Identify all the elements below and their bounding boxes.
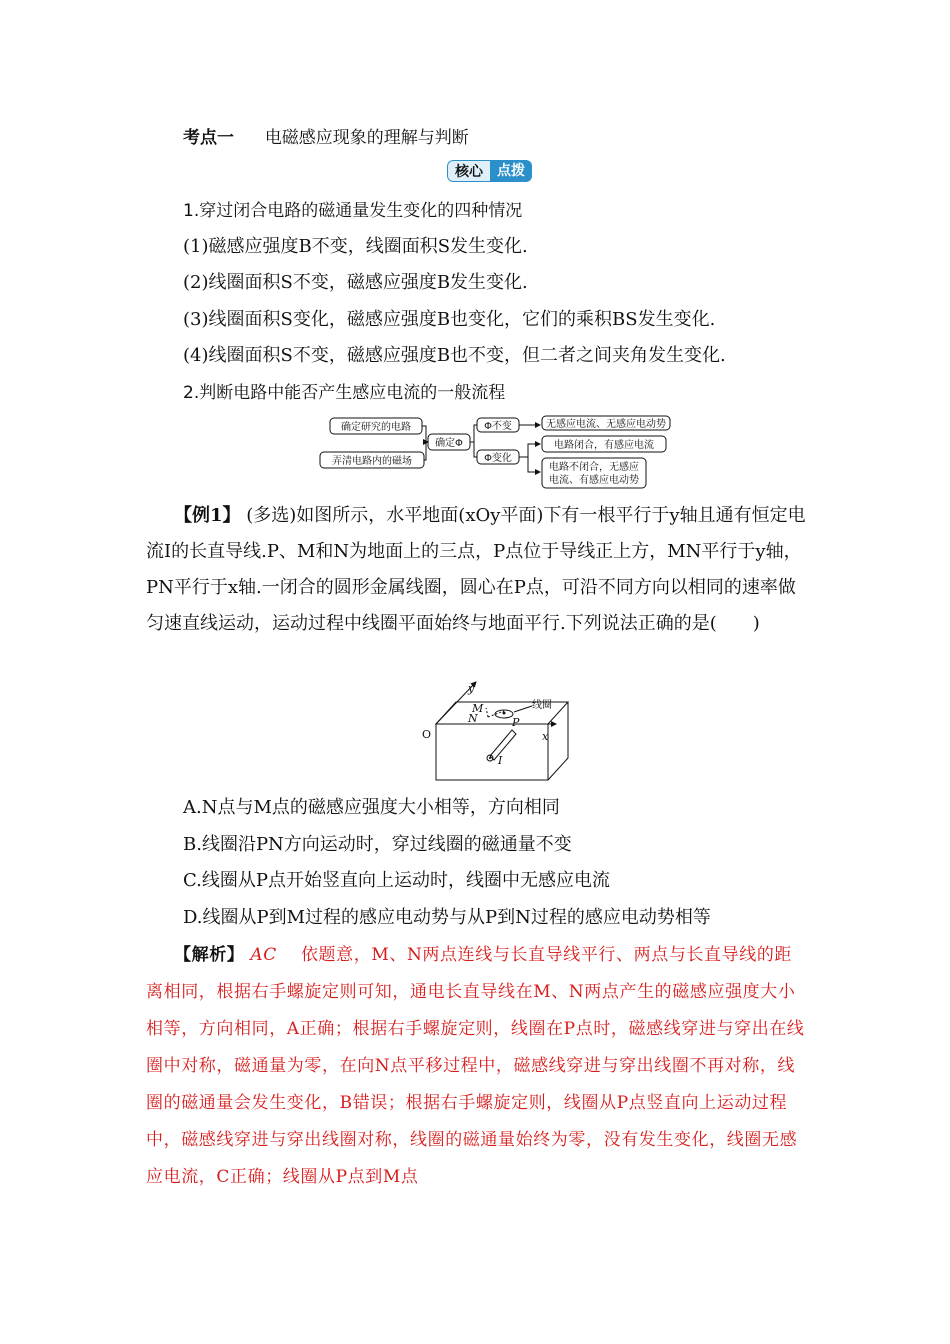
- analysis-text: 依题意，M、N两点连线与长直导线平行、两点与长直导线的距离相同，根据右手螺旋定则可知，通电长直导线在M、N两点产生的磁感应强度大小相等，方向相同，A正确；根据右手螺旋定则，线圈在P点时，磁感线穿进与穿出在线圈中对称，磁通量为零，在向N点平移过程中，磁感线穿进与穿出线圈不再对称，线圈的磁通量会发生变化，B错误；根据右手螺旋定则，线圈从P点竖直向上运动过程中，磁感线穿进与穿出线圈对称，线圈的磁通量始终为零，没有发生变化，线圈无感应电流，C正确；线圈从P点到M点: [146, 945, 805, 1187]
- example-paragraph: [146, 498, 806, 642]
- flow-text-open-2: 电流、有感应电动势: [549, 475, 639, 486]
- analysis-answer: AC: [250, 945, 277, 965]
- core-tip-badge: [447, 160, 532, 182]
- option-b: B.线圈沿PN方向运动时，穿过线圈的磁通量不变: [183, 834, 572, 855]
- section-heading: [183, 126, 469, 150]
- flow-text-research: 确定研究的电路: [341, 422, 411, 433]
- flow-text-closed: 电路闭合，有感应电流: [554, 440, 654, 451]
- analysis-label: 【解析】: [174, 945, 245, 965]
- point1-title: 1.穿过闭合电路的磁通量发生变化的四种情况: [183, 201, 523, 221]
- magnetic-field-figure: [416, 680, 576, 786]
- analysis-paragraph: [146, 937, 806, 1196]
- option-a: A.N点与M点的磁感应强度大小相等，方向相同: [183, 797, 560, 818]
- badge-core: 核心: [447, 160, 490, 182]
- flowchart-diagram: [316, 412, 676, 490]
- flow-text-changed: Φ变化: [484, 453, 512, 464]
- point1-item: (4)线圈面积S不变，磁感应强度B也不变，但二者之间夹角发生变化.: [183, 345, 726, 366]
- badge-tip: 点拨: [490, 160, 532, 182]
- point2-title: 2.判断电路中能否产生感应电流的一般流程: [183, 383, 506, 403]
- example-text: (多选)如图所示，水平地面(xOy平面)下有一根平行于y轴且通有恒定电流I的长直导线.P、M和N为地面上的三点，P点位于导线正上方，MN平行于y轴，PN平行于x轴.一闭合的圆形金属线圈，圆心在P点，可沿不同方向以相同的速率做匀速直线运动，运动过程中线圈平面始终与地面平行.下列说法正确的是( ): [146, 505, 806, 634]
- section-label: 考点一: [183, 128, 234, 148]
- option-d: D.线圈从P到M过程的感应电动势与从P到N过程的感应电动势相等: [183, 907, 711, 928]
- point1-item: (2)线圈面积S不变，磁感应强度B发生变化.: [183, 272, 528, 293]
- fig-label-m: M: [472, 702, 484, 715]
- fig-label-y: y: [468, 682, 475, 695]
- point1-item: (1)磁感应强度B不变，线圈面积S发生变化.: [183, 236, 528, 257]
- fig-label-p: P: [512, 716, 520, 729]
- flow-text-unchanged: Φ不变: [484, 421, 512, 432]
- point1-item: (3)线圈面积S变化，磁感应强度B也变化，它们的乘积BS发生变化.: [183, 309, 716, 330]
- option-c: C.线圈从P点开始竖直向上运动时，线圈中无感应电流: [183, 870, 610, 891]
- fig-label-i: I: [498, 754, 503, 767]
- fig-label-o: O: [422, 728, 432, 741]
- flow-text-field: 弄清电路内的磁场: [332, 456, 412, 467]
- section-title: 电磁感应现象的理解与判断: [264, 128, 469, 148]
- flow-text-open-1: 电路不闭合，无感应: [549, 462, 639, 473]
- fig-label-coil: 线圈: [532, 700, 552, 711]
- flow-text-determine: 确定Φ: [435, 438, 463, 449]
- fig-label-x: x: [542, 730, 549, 743]
- fig-label-n: N: [468, 712, 478, 725]
- flow-text-none: 无感应电流、无感应电动势: [546, 419, 666, 430]
- example-label: 【例1】: [174, 505, 241, 526]
